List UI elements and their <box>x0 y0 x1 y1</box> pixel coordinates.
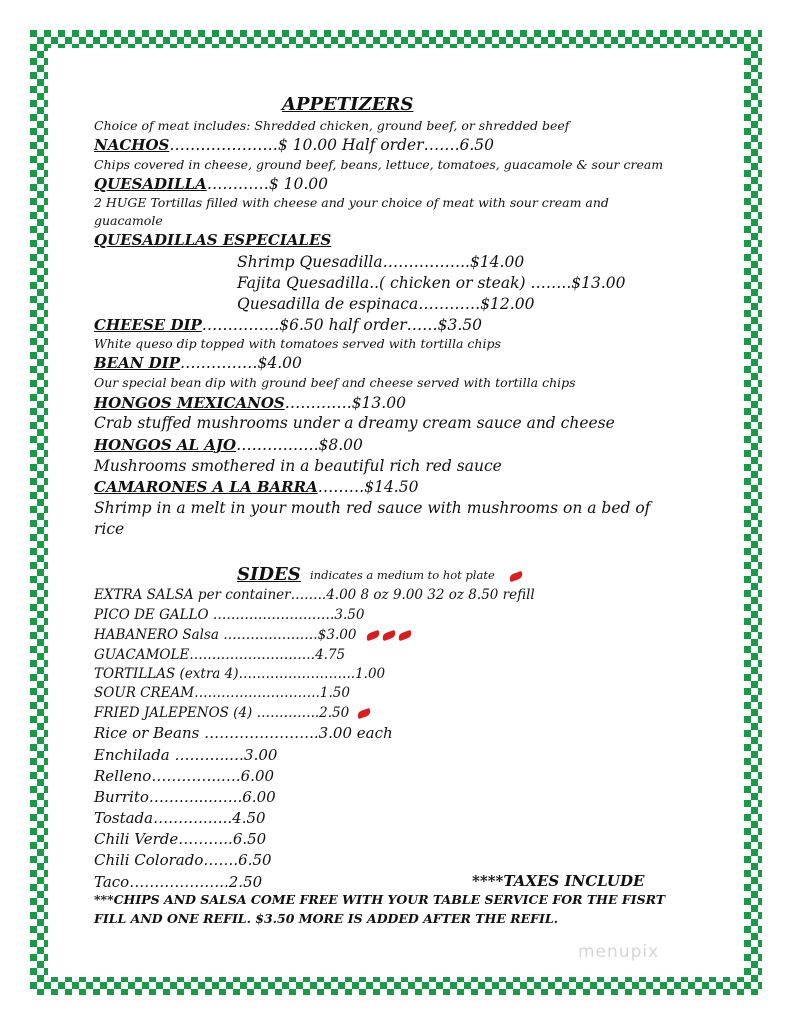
tostada: Tostada………..…..4.50 <box>94 809 266 827</box>
quesadilla-description-1: 2 HUGE Tortillas filled with cheese and your choice of meat with sour cream and <box>94 195 609 210</box>
chips-note-1: ***CHIPS AND SALSA COME FREE WITH YOUR TABLE SERVICE FOR THE FISRT <box>94 892 666 907</box>
hongos-description: Crab stuffed mushrooms under a dreamy cream sauce and cheese <box>94 414 615 432</box>
cheese-dip-item <box>94 316 482 334</box>
cheese-dip-name: CHEESE DIP <box>94 316 202 334</box>
sour-cream: SOUR CREAM……………………….1.50 <box>94 685 350 701</box>
habanero-item <box>94 627 412 643</box>
chili-verde: Chili Verde………..6.50 <box>94 830 267 848</box>
habanero-salsa: HABANERO Salsa …………………$3.00 <box>94 627 357 643</box>
watermark: menupix <box>578 942 660 962</box>
chili-colorado: Chili Colorado…….6.50 <box>94 851 272 869</box>
rice-or-beans: Rice or Beans …………………..3.00 each <box>94 724 393 742</box>
bean-dip-item <box>94 354 302 372</box>
tortillas: TORTILLAS (extra 4)……………………..1.00 <box>94 666 386 682</box>
pepper-icon <box>508 570 524 581</box>
pepper-icon <box>356 708 372 719</box>
camarones-price: ………$14.50 <box>317 478 419 496</box>
nachos-price: …………………$ 10.00 Half order…….6.50 <box>169 136 495 154</box>
camarones-description-1: Shrimp in a melt in your mouth red sauce with mushrooms on a bed of <box>94 499 651 517</box>
jalepenos-item <box>94 705 371 721</box>
quesadilla-description-2: guacamole <box>94 213 163 228</box>
sides-title: SIDES <box>237 564 301 585</box>
nachos-item <box>94 136 494 154</box>
pepper-icon <box>366 630 382 641</box>
enchilada: Enchilada ………..…3.00 <box>94 746 278 764</box>
ajo-price: …………….$8.00 <box>236 436 363 454</box>
pepper-icon <box>382 630 398 641</box>
taco: Taco………………..2.50 <box>94 873 263 891</box>
shrimp-quesadilla: Shrimp Quesadilla……………..$14.00 <box>237 253 525 271</box>
meat-choice-note: Choice of meat includes: Shredded chicken, ground beef, or shredded beef <box>94 118 570 133</box>
especiales-name: QUESADILLAS ESPECIALES <box>94 231 332 249</box>
bean-dip-name: BEAN DIP <box>94 354 180 372</box>
quesadilla-item <box>94 175 328 193</box>
nachos-description: Chips covered in cheese, ground beef, beans, lettuce, tomatoes, guacamole & sour cream <box>94 157 664 172</box>
burrito: Burrito……….....…..6.00 <box>94 788 276 806</box>
extra-salsa: EXTRA SALSA per container……..4.00 8 oz 9.00 32 oz 8.50 refill <box>94 587 535 603</box>
ajo-description: Mushrooms smothered in a beautiful rich red sauce <box>94 457 502 475</box>
pepper-icon <box>398 630 414 641</box>
fried-jalepenos: FRIED JALEPENOS (4) …………..2.50 <box>94 705 350 721</box>
camarones-name: CAMARONES A LA BARRA <box>94 478 318 496</box>
hongos-price: ………….$13.00 <box>284 394 406 412</box>
pepper-legend-text: indicates a medium to hot plate <box>310 568 495 582</box>
chips-note-2: FILL AND ONE REFIL. $3.50 MORE IS ADDED AFTER THE REFIL. <box>94 911 559 926</box>
ajo-item <box>94 436 363 454</box>
especiales-item <box>94 231 331 249</box>
cheese-dip-price: ……………$6.50 half order……$3.50 <box>201 316 483 334</box>
quesadilla-name: QUESADILLA <box>94 175 207 193</box>
pepper-legend <box>310 568 523 582</box>
quesadilla-price: …………$ 10.00 <box>206 175 328 193</box>
nachos-name: NACHOS <box>94 136 170 154</box>
pico-de-gallo: PICO DE GALLO ………………………3.50 <box>94 607 365 623</box>
espinaca-quesadilla: Quesadilla de espinaca…………$12.00 <box>237 295 535 313</box>
relleno: Relleno…………..….6.00 <box>94 767 275 785</box>
bean-dip-price: ……………$4.00 <box>180 354 302 372</box>
hongos-name: HONGOS MEXICANOS <box>94 394 285 412</box>
appetizers-title: APPETIZERS <box>282 94 414 115</box>
bean-dip-description: Our special bean dip with ground beef and cheese served with tortilla chips <box>94 375 576 390</box>
camarones-item <box>94 478 418 496</box>
guacamole: GUACAMOLE……………………….4.75 <box>94 647 346 663</box>
cheese-dip-description: White queso dip topped with tomatoes served with tortilla chips <box>94 336 501 351</box>
hongos-item <box>94 394 406 412</box>
taxes-note: ****TAXES INCLUDE <box>472 872 645 890</box>
fajita-quesadilla: Fajita Quesadilla..( chicken or steak) ……..$13.00 <box>237 274 626 292</box>
camarones-description-2: rice <box>94 520 125 538</box>
ajo-name: HONGOS AL AJO <box>94 436 237 454</box>
